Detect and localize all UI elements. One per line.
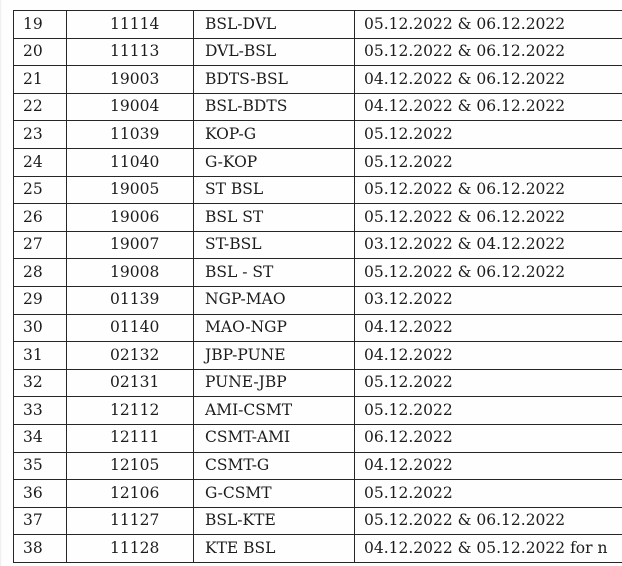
train-schedule-table	[13, 10, 622, 563]
train-number-cell: 19005	[67, 176, 194, 204]
page-edge-shadow	[0, 0, 2, 566]
date-cell: 05.12.2022 & 06.12.2022	[355, 259, 622, 287]
date-cell: 05.12.2022 & 06.12.2022	[355, 204, 622, 232]
table-row	[14, 397, 622, 425]
route-cell: CSMT-G	[194, 452, 355, 480]
serial-number-cell: 38	[14, 535, 67, 563]
serial-number-cell: 21	[14, 66, 67, 94]
date-cell: 03.12.2022 & 04.12.2022	[355, 231, 622, 259]
route-cell: BSL-BDTS	[194, 93, 355, 121]
train-number-cell: 19007	[67, 231, 194, 259]
train-number-cell: 11127	[67, 507, 194, 535]
serial-number-cell: 24	[14, 148, 67, 176]
serial-number-cell: 35	[14, 452, 67, 480]
route-cell: ST BSL	[194, 176, 355, 204]
serial-number-cell: 27	[14, 231, 67, 259]
date-cell: 03.12.2022	[355, 286, 622, 314]
route-cell: CSMT-AMI	[194, 424, 355, 452]
train-number-cell: 19003	[67, 66, 194, 94]
train-number-cell: 11113	[67, 38, 194, 66]
train-number-cell: 11114	[67, 11, 194, 39]
table-row	[14, 424, 622, 452]
date-cell: 05.12.2022 & 06.12.2022	[355, 176, 622, 204]
table-body	[14, 11, 622, 563]
date-cell: 05.12.2022 & 06.12.2022	[355, 507, 622, 535]
route-cell: PUNE-JBP	[194, 369, 355, 397]
route-cell: BSL-DVL	[194, 11, 355, 39]
table-row	[14, 66, 622, 94]
route-cell: NGP-MAO	[194, 286, 355, 314]
serial-number-cell: 19	[14, 11, 67, 39]
route-cell: JBP-PUNE	[194, 342, 355, 370]
train-number-cell: 02132	[67, 342, 194, 370]
train-number-cell: 01140	[67, 314, 194, 342]
date-cell: 05.12.2022 & 06.12.2022	[355, 38, 622, 66]
serial-number-cell: 23	[14, 121, 67, 149]
table-row	[14, 286, 622, 314]
table-row	[14, 93, 622, 121]
serial-number-cell: 36	[14, 480, 67, 508]
serial-number-cell: 34	[14, 424, 67, 452]
route-cell: DVL-BSL	[194, 38, 355, 66]
serial-number-cell: 22	[14, 93, 67, 121]
date-cell: 04.12.2022	[355, 342, 622, 370]
table-row	[14, 369, 622, 397]
table-row	[14, 342, 622, 370]
table-row	[14, 148, 622, 176]
train-number-cell: 12111	[67, 424, 194, 452]
table-row	[14, 231, 622, 259]
table-row	[14, 38, 622, 66]
route-cell: G-CSMT	[194, 480, 355, 508]
table-row	[14, 480, 622, 508]
table-row	[14, 452, 622, 480]
route-cell: BSL-KTE	[194, 507, 355, 535]
route-cell: KOP-G	[194, 121, 355, 149]
train-number-cell: 12105	[67, 452, 194, 480]
train-number-cell: 12112	[67, 397, 194, 425]
serial-number-cell: 20	[14, 38, 67, 66]
date-cell: 05.12.2022	[355, 369, 622, 397]
table-row	[14, 314, 622, 342]
table-row	[14, 535, 622, 563]
serial-number-cell: 33	[14, 397, 67, 425]
date-cell: 05.12.2022	[355, 397, 622, 425]
route-cell: ST-BSL	[194, 231, 355, 259]
serial-number-cell: 31	[14, 342, 67, 370]
train-number-cell: 12106	[67, 480, 194, 508]
table-row	[14, 204, 622, 232]
date-cell: 05.12.2022	[355, 148, 622, 176]
train-number-cell: 11039	[67, 121, 194, 149]
route-cell: KTE BSL	[194, 535, 355, 563]
date-cell: 04.12.2022 & 06.12.2022	[355, 93, 622, 121]
route-cell: AMI-CSMT	[194, 397, 355, 425]
date-cell: 04.12.2022	[355, 452, 622, 480]
serial-number-cell: 30	[14, 314, 67, 342]
serial-number-cell: 25	[14, 176, 67, 204]
serial-number-cell: 32	[14, 369, 67, 397]
train-number-cell: 11128	[67, 535, 194, 563]
date-cell: 06.12.2022	[355, 424, 622, 452]
route-cell: G-KOP	[194, 148, 355, 176]
serial-number-cell: 28	[14, 259, 67, 287]
table-row	[14, 259, 622, 287]
route-cell: BSL ST	[194, 204, 355, 232]
table-row	[14, 121, 622, 149]
date-cell: 04.12.2022	[355, 314, 622, 342]
date-cell: 05.12.2022 & 06.12.2022	[355, 11, 622, 39]
date-cell: 05.12.2022	[355, 121, 622, 149]
table-row	[14, 11, 622, 39]
train-number-cell: 11040	[67, 148, 194, 176]
table-row	[14, 507, 622, 535]
serial-number-cell: 26	[14, 204, 67, 232]
train-number-cell: 02131	[67, 369, 194, 397]
train-number-cell: 19008	[67, 259, 194, 287]
date-cell: 05.12.2022	[355, 480, 622, 508]
route-cell: BDTS-BSL	[194, 66, 355, 94]
train-number-cell: 19004	[67, 93, 194, 121]
table-row	[14, 176, 622, 204]
route-cell: BSL - ST	[194, 259, 355, 287]
route-cell: MAO-NGP	[194, 314, 355, 342]
serial-number-cell: 29	[14, 286, 67, 314]
date-cell: 04.12.2022 & 06.12.2022	[355, 66, 622, 94]
serial-number-cell: 37	[14, 507, 67, 535]
train-number-cell: 01139	[67, 286, 194, 314]
date-cell: 04.12.2022 & 05.12.2022 for n	[355, 535, 622, 563]
train-number-cell: 19006	[67, 204, 194, 232]
